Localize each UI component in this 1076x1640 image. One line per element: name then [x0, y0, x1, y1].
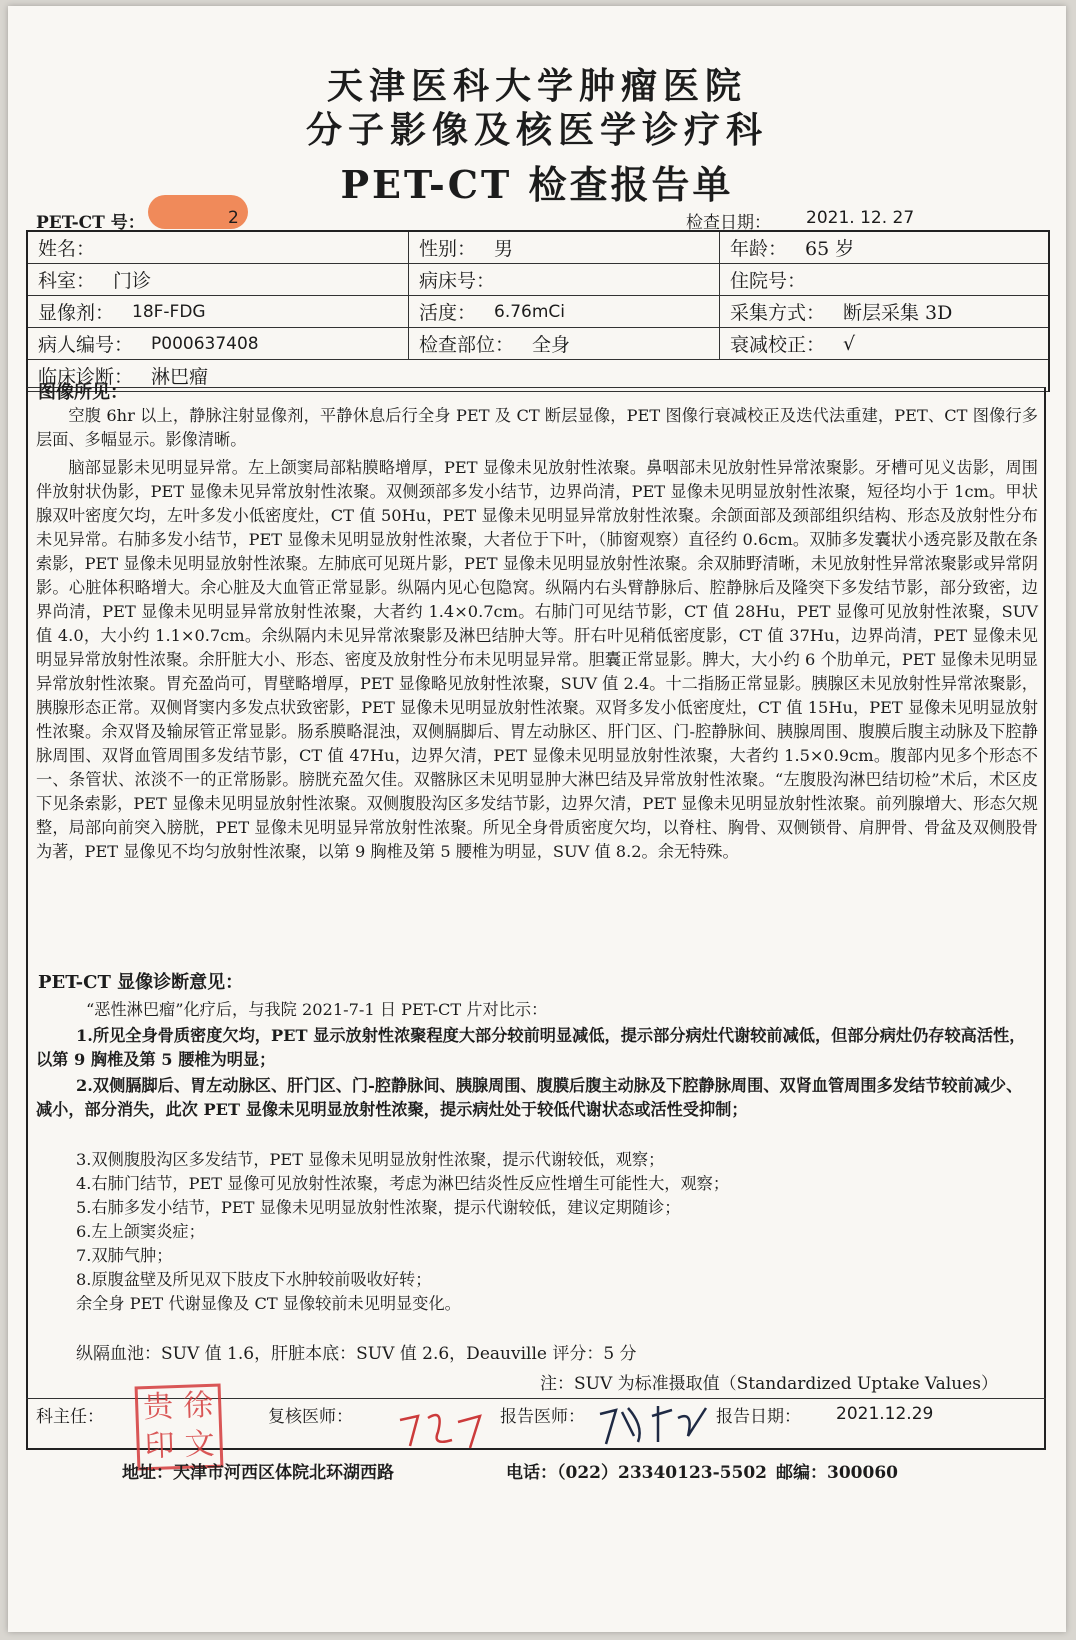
decay-label: 衰减校正：: [730, 334, 826, 356]
site-label: 检查部位：: [419, 334, 515, 356]
findings-paragraph-2: 脑部显影未见明显异常。左上颌窦局部粘膜略增厚，PET 显像未见放射性浓聚。鼻咽部未见放射性异常浓聚影。牙槽可见义齿影，周围伴放射状伪影，PET 显像未见异常放射性浓聚。双侧颈部多发小结节，边界尚清，PET 显像未见明显放射性浓聚，短径均小于 1cm。甲状腺双叶密度欠均，左叶多发小低密度灶，CT 值 50Hu，PET 显像未见明显异常放射性浓聚。余颌面部及颈部组织结构、形态及放射性分布未见异常。右肺多发小结节，PET 显像未见明显放射性浓聚，大者位于下叶，（肺窗观察）直径约 0.6cm。双肺多发囊状小透亮影及散在条索影，PET 显像未见明显放射性浓聚。左肺底可见斑片影，PET 显像未见明显放射性浓聚。余双肺野清晰，未见放射性异常浓聚影或异常阴影。心脏体积略增大。余心脏及大血管正常显影。纵隔内见心包隐窝。纵隔内右头臂静脉后、腔静脉后及隆突下多发结节影，部分致密，边界尚清，PET 显像未见明显异常放射性浓聚，大者约 1.4×0.7cm。右肺门可见结节影，CT 值 28Hu，PET 显像可见放射性浓聚，SUV 值 4.0，大小约 1.1×0.7cm。余纵隔内未见异常浓聚影及淋巴结肿大等。肝右叶见稍低密度影，CT 值 37Hu，边界尚清，PET 显像未见明显异常放射性浓聚。余肝脏大小、形态、密度及放射性分布未见明显异常。胆囊正常显影。脾大，大小约 6 个肋单元，PET 显像未见明显异常放射性浓聚。胃充盈尚可，胃壁略增厚，PET 显像略见放射性浓聚，SUV 值 2.4。十二指肠正常显影。胰腺区未见放射性异常浓聚影，胰腺形态正常。双侧肾窦内多发点状致密影，PET 显像未见明显放射性浓聚。双肾多发小低密度灶，CT 值 15Hu，PET 显像未见明显放射性浓聚。余双肾及输尿管正常显影。肠系膜略混浊，双侧膈脚后、胃左动脉区、肝门区、门-腔静脉间、胰腺周围、腹膜后腹主动脉及下腔静脉周围、双肾血管周围多发结节影，CT 值 47Hu，边界欠清，PET 显像未见明显放射性浓聚，大者约 1.5×0.9cm。腹部内见多个形态不一、条管状、浓淡不一的正常肠影。膀胱充盈欠佳。双髂脉区未见明显肿大淋巴结及异常放射性浓聚。“左腹股沟淋巴结切检”术后，术区皮下见条索影，PET 显像未见明显放射性浓聚。双侧腹股沟区多发结节影，边界欠清，PET 显像未见明显放射性浓聚。前列腺增大、形态欠规整，局部向前突入膀胱，PET 显像未见明显异常放射性浓聚。所见全身骨质密度欠均，以脊柱、胸骨、双侧锁骨、肩胛骨、骨盆及双侧股骨为著，PET 显像见不均匀放射性浓聚，以第 9 胸椎及第 5 腰椎为明显，SUV 值 8.2。余无特殊。: [36, 458, 1038, 861]
suv-reference: 纵隔血池：SUV 值 1.6，肝脏本底：SUV 值 2.6，Deauville 评分：5 分: [76, 1344, 637, 1364]
diagnosis-item-3: 3.双侧腹股沟区多发结节，PET 显像未见明显放射性浓聚，提示代谢较低，观察；: [76, 1150, 665, 1169]
agent-value: 18F-FDG: [132, 301, 206, 322]
diagnosis-item-1: 1.所见全身骨质密度欠均，PET 显示放射性浓聚程度大部分较前明显减低，提示部分病灶代谢较前减低，但部分病灶仍存较高活性，以第 9 胸椎及第 5 腰椎为明显；: [36, 1026, 1026, 1069]
exam-date-label: 检查日期：: [686, 213, 771, 233]
reporter-label: 报告医师：: [500, 1407, 585, 1427]
findings-title: 图像所见：: [38, 382, 128, 403]
diagnosis-item-4: 4.右肺门结节，PET 显像可见放射性浓聚，考虑为淋巴结炎性反应性增生可能性大，观察；: [76, 1174, 730, 1193]
activity-label: 活度：: [419, 302, 477, 324]
reviewer-label: 复核医师：: [268, 1407, 353, 1427]
pid-value: P000637408: [151, 333, 259, 354]
name-label: 姓名：: [38, 238, 96, 260]
exam-date-value: 2021. 12. 27: [806, 208, 915, 228]
gender-value: 男: [494, 238, 514, 260]
address-text: 地址：天津市河西区体院北环湖西路: [122, 1463, 394, 1483]
diagnosis-summary: 余全身 PET 代谢显像及 CT 显像较前未见明显变化。: [76, 1294, 461, 1313]
decay-value: √: [843, 332, 856, 355]
zip-text: 邮编：300060: [776, 1463, 898, 1483]
diagnosis-label: 临床诊断：: [38, 366, 134, 388]
diagnosis-item-8: 8.原腹盆壁及所见双下肢皮下水肿较前吸收好转；: [76, 1270, 432, 1289]
diagnosis-title: PET-CT 显像诊断意见：: [38, 972, 244, 993]
diagnosis-item-2: 2.双侧膈脚后、胃左动脉区、肝门区、门-腔静脉间、胰腺周围、腹膜后腹主动脉及下腔静脉周围、双肾血管周围多发结节较前减少、减小，部分消失，此次 PET 显像未见明显放射性浓聚，提示病灶处于较低代谢状态或活性受抑制；: [36, 1076, 1023, 1119]
findings-paragraph-1: 空腹 6hr 以上，静脉注射显像剂，平静休息后行全身 PET 及 CT 断层显像，PET 图像行衰减校正及迭代法重建，PET、CT 图像行多层面、多幅显示。影像清晰。: [36, 406, 1038, 449]
info-row: [28, 328, 1048, 360]
age-label: 年龄：: [730, 238, 788, 260]
doctor-seal: 贵 徐 印 文: [135, 1384, 224, 1471]
info-row: [28, 264, 1048, 296]
report-date-label: 报告日期：: [716, 1407, 801, 1427]
petct-id-value: 2: [228, 208, 239, 228]
diagnosis-item-7: 7.双肺气肿；: [76, 1246, 173, 1265]
petct-id-label: PET-CT 号：: [36, 213, 145, 233]
agent-label: 显像剂：: [38, 302, 115, 324]
bed-label: 病床号：: [419, 270, 496, 292]
info-row: [28, 232, 1048, 264]
chief-label: 科主任：: [36, 1407, 104, 1427]
report-date-value: 2021.12.29: [836, 1404, 934, 1424]
suv-note: 注：SUV 为标准摄取值（Standardized Uptake Values）: [540, 1374, 998, 1394]
info-row: [28, 296, 1048, 328]
patient-info-table: [26, 230, 1050, 392]
diagnosis-item-6: 6.左上颌窦炎症；: [76, 1222, 205, 1241]
report-title: PET-CT 检查报告单: [340, 162, 734, 207]
activity-value: 6.76mCi: [494, 301, 566, 322]
reporter-signature: [594, 1396, 714, 1452]
gender-label: 性别：: [419, 238, 477, 260]
age-value: 65 岁: [805, 238, 855, 260]
mode-value: 断层采集 3D: [843, 302, 953, 324]
pid-label: 病人编号：: [38, 334, 134, 356]
dept-label: 科室：: [38, 270, 96, 292]
phone-text: 电话：（022）23340123-5502: [506, 1463, 767, 1483]
diagnosis-item-5: 5.右肺多发小结节，PET 显像未见明显放射性浓聚，提示代谢较低，建议定期随诊；: [76, 1198, 681, 1217]
site-value: 全身: [532, 334, 571, 356]
dept-value: 门诊: [113, 270, 152, 292]
inpatient-label: 住院号：: [730, 270, 807, 292]
diagnosis-intro: “恶性淋巴瘤”化疗后，与我院 2021-7-1 日 PET-CT 片对比示：: [86, 1000, 548, 1019]
mode-label: 采集方式：: [730, 302, 826, 324]
hospital-name: 天津医科大学肿瘤医院: [326, 65, 747, 107]
diagnosis-value: 淋巴瘤: [151, 366, 209, 388]
department-name: 分子影像及核医学诊疗科: [305, 109, 768, 151]
reviewer-signature: [392, 1400, 492, 1452]
